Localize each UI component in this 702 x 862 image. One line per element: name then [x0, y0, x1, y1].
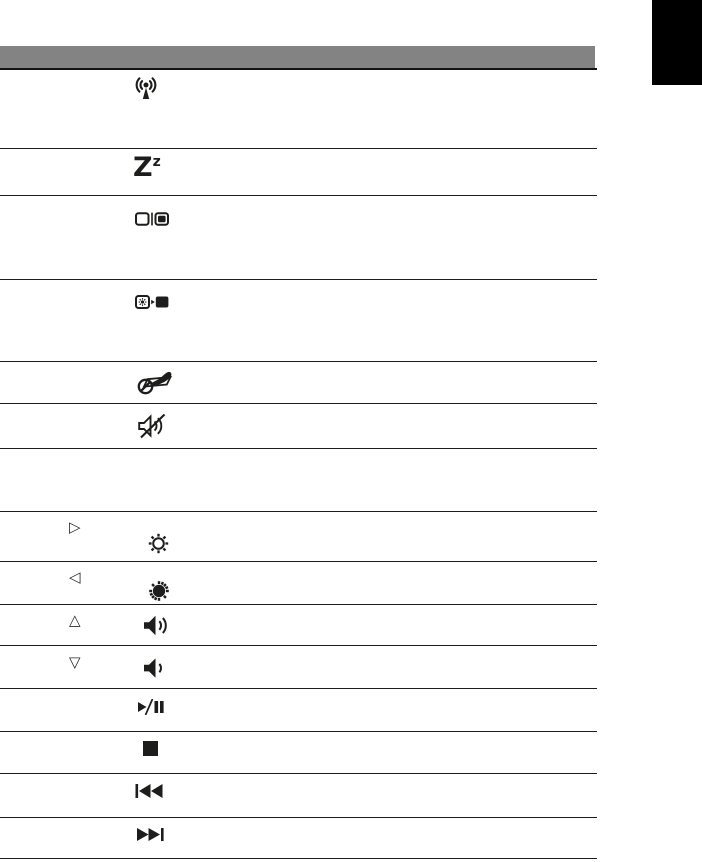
hotkey-table-rows — [0, 68, 597, 859]
table-row-next-track — [0, 818, 597, 859]
table-header-bar — [0, 46, 595, 68]
brightness-up-sun-icon — [148, 533, 169, 554]
play-pause-icon — [137, 699, 164, 715]
speaker-off-icon — [138, 413, 168, 439]
screen-blank-icon — [135, 295, 169, 309]
table-row-sleep — [0, 149, 597, 196]
table-row-touchpad-toggle — [0, 362, 597, 404]
wireless-signal-icon — [128, 77, 164, 101]
sleep-zz-icon — [133, 154, 160, 181]
sleep-z-main: Z — [133, 152, 152, 183]
table-row-previous-track — [0, 774, 597, 818]
language-tab — [652, 0, 702, 85]
next-track-icon — [137, 828, 164, 841]
brightness-down-sun-icon — [148, 580, 170, 602]
hotkey-down-arrow: ▽ — [69, 653, 81, 671]
display-toggle-icon — [135, 212, 169, 226]
hotkey-right-arrow: ▷ — [69, 518, 81, 536]
table-row-brightness-down — [0, 562, 597, 605]
table-row-brightness-up — [0, 512, 597, 562]
previous-track-icon — [135, 784, 163, 798]
volume-down-icon — [143, 657, 168, 679]
volume-up-icon — [143, 614, 171, 637]
table-row-display-toggle — [0, 196, 597, 280]
table-row-play-pause — [0, 689, 597, 732]
hotkey-left-arrow: ◁ — [69, 568, 81, 586]
hotkey-table — [0, 46, 597, 859]
hotkey-up-arrow: △ — [69, 611, 81, 629]
touchpad-off-icon — [136, 369, 173, 395]
table-row-volume-up — [0, 605, 597, 646]
table-row-screen-blank — [0, 280, 597, 362]
table-row-blank — [0, 449, 597, 512]
sleep-z-sup: z — [152, 154, 160, 170]
table-row-wireless — [0, 70, 597, 149]
table-row-volume-down — [0, 646, 597, 689]
table-row-speaker-toggle — [0, 404, 597, 449]
table-row-stop — [0, 732, 597, 774]
stop-icon — [143, 741, 158, 756]
